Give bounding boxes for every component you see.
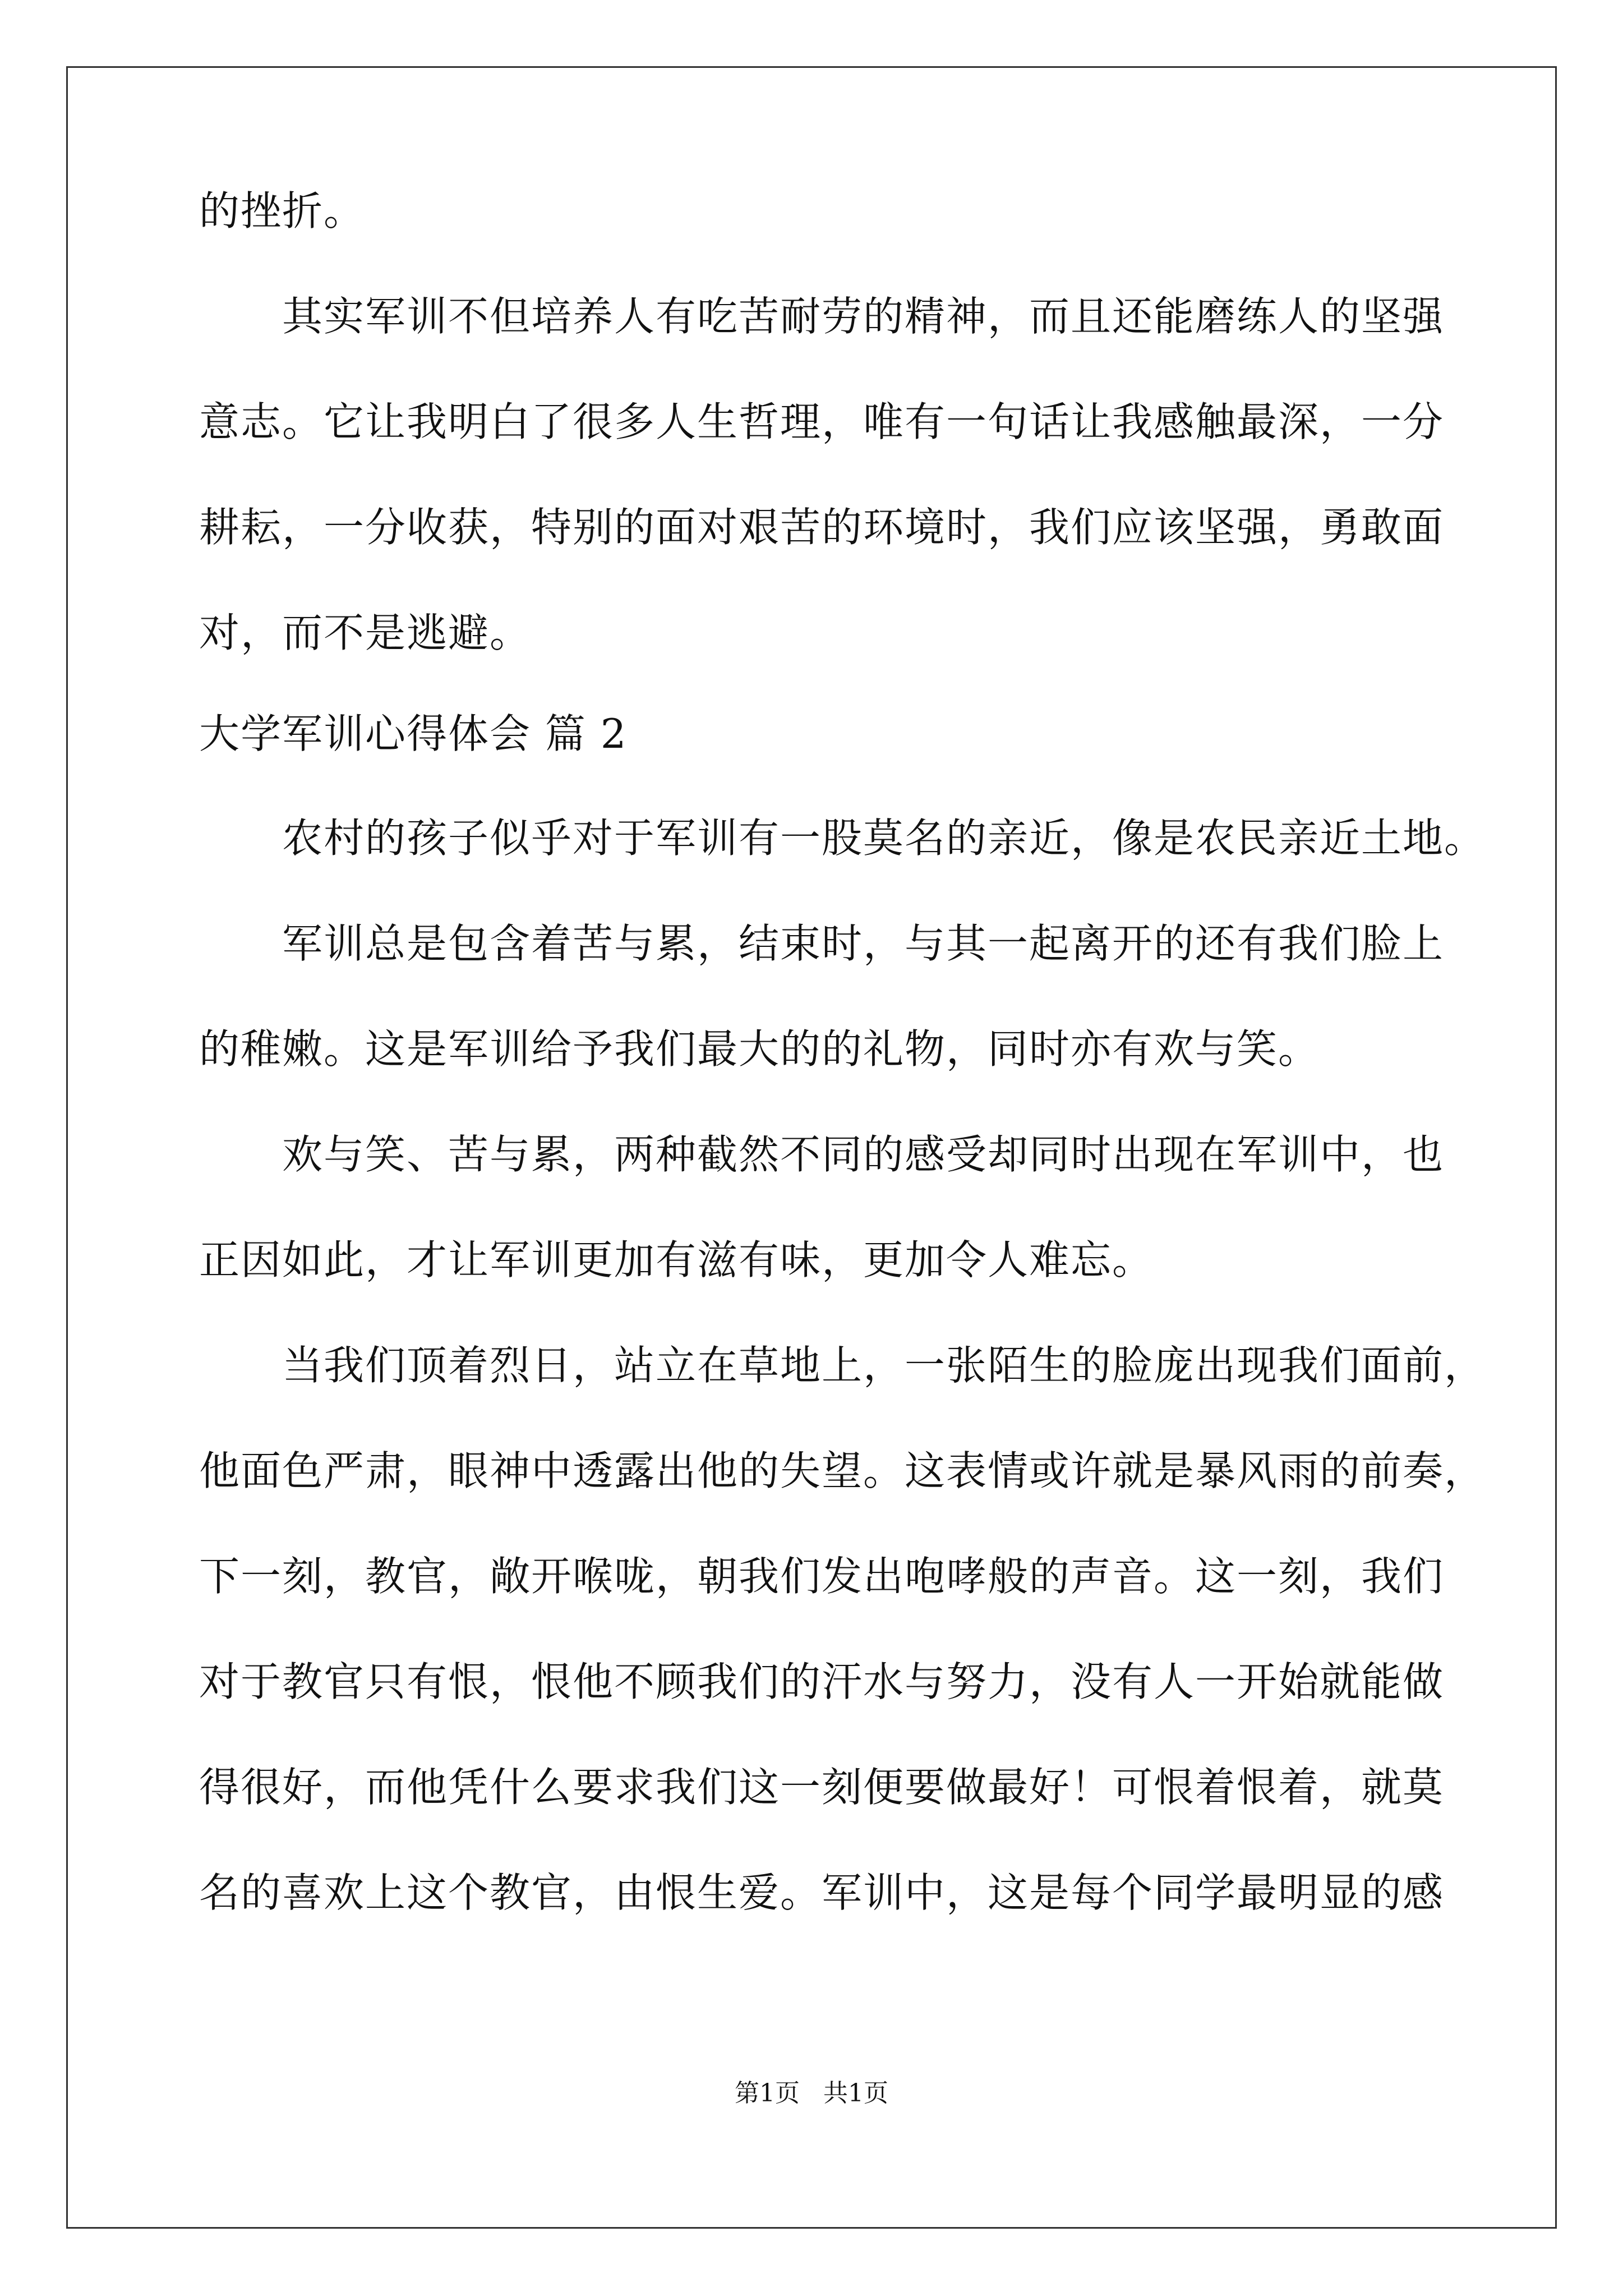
paragraph-line: 军训总是包含着苦与累，结束时，与其一起离开的还有我们脸上: [282, 920, 1445, 967]
text-line: 名的喜欢上这个教官，由恨生爱。军训中，这是每个同学最明显的感: [199, 1869, 1445, 1916]
paragraph-line: 其实军训不但培养人有吃苦耐劳的精神，而且还能磨练人的坚强: [282, 293, 1445, 340]
text-line: 下一刻，教官，敞开喉咙，朝我们发出咆哮般的声音。这一刻，我们: [199, 1553, 1445, 1600]
text-line: 的稚嫩。这是军训给予我们最大的的礼物，同时亦有欢与笑。: [199, 1025, 1320, 1073]
text-line: 他面色严肃，眼神中透露出他的失望。这表情或许就是暴风雨的前奏，: [199, 1447, 1486, 1494]
text-line: 的挫折。: [199, 187, 366, 234]
section-heading: 大学军训心得体会 篇 2: [199, 710, 628, 757]
text-line: 得很好，而他凭什么要求我们这一刻便要做最好！可恨着恨着，就莫: [199, 1764, 1445, 1811]
paragraph-line: 农村的孩子似乎对于军训有一股莫名的亲近，像是农民亲近土地。: [282, 815, 1486, 862]
text-line: 耕耘，一分收获，特别的面对艰苦的环境时，我们应该坚强，勇敢面: [199, 504, 1445, 551]
paragraph-line: 欢与笑、苦与累，两种截然不同的感受却同时出现在军训中，也: [282, 1131, 1445, 1178]
page-footer: 第1页 共1页: [735, 2079, 888, 2108]
text-line: 正因如此，才让军训更加有滋有味，更加令人难忘。: [199, 1236, 1154, 1283]
text-line: 对，而不是逃避。: [199, 609, 532, 656]
paragraph-line: 当我们顶着烈日，站立在草地上，一张陌生的脸庞出现我们面前，: [282, 1342, 1486, 1389]
text-line: 意志。它让我明白了很多人生哲理，唯有一句话让我感触最深，一分: [199, 398, 1445, 445]
text-line: 对于教官只有恨，恨他不顾我们的汗水与努力，没有人一开始就能做: [199, 1658, 1445, 1705]
